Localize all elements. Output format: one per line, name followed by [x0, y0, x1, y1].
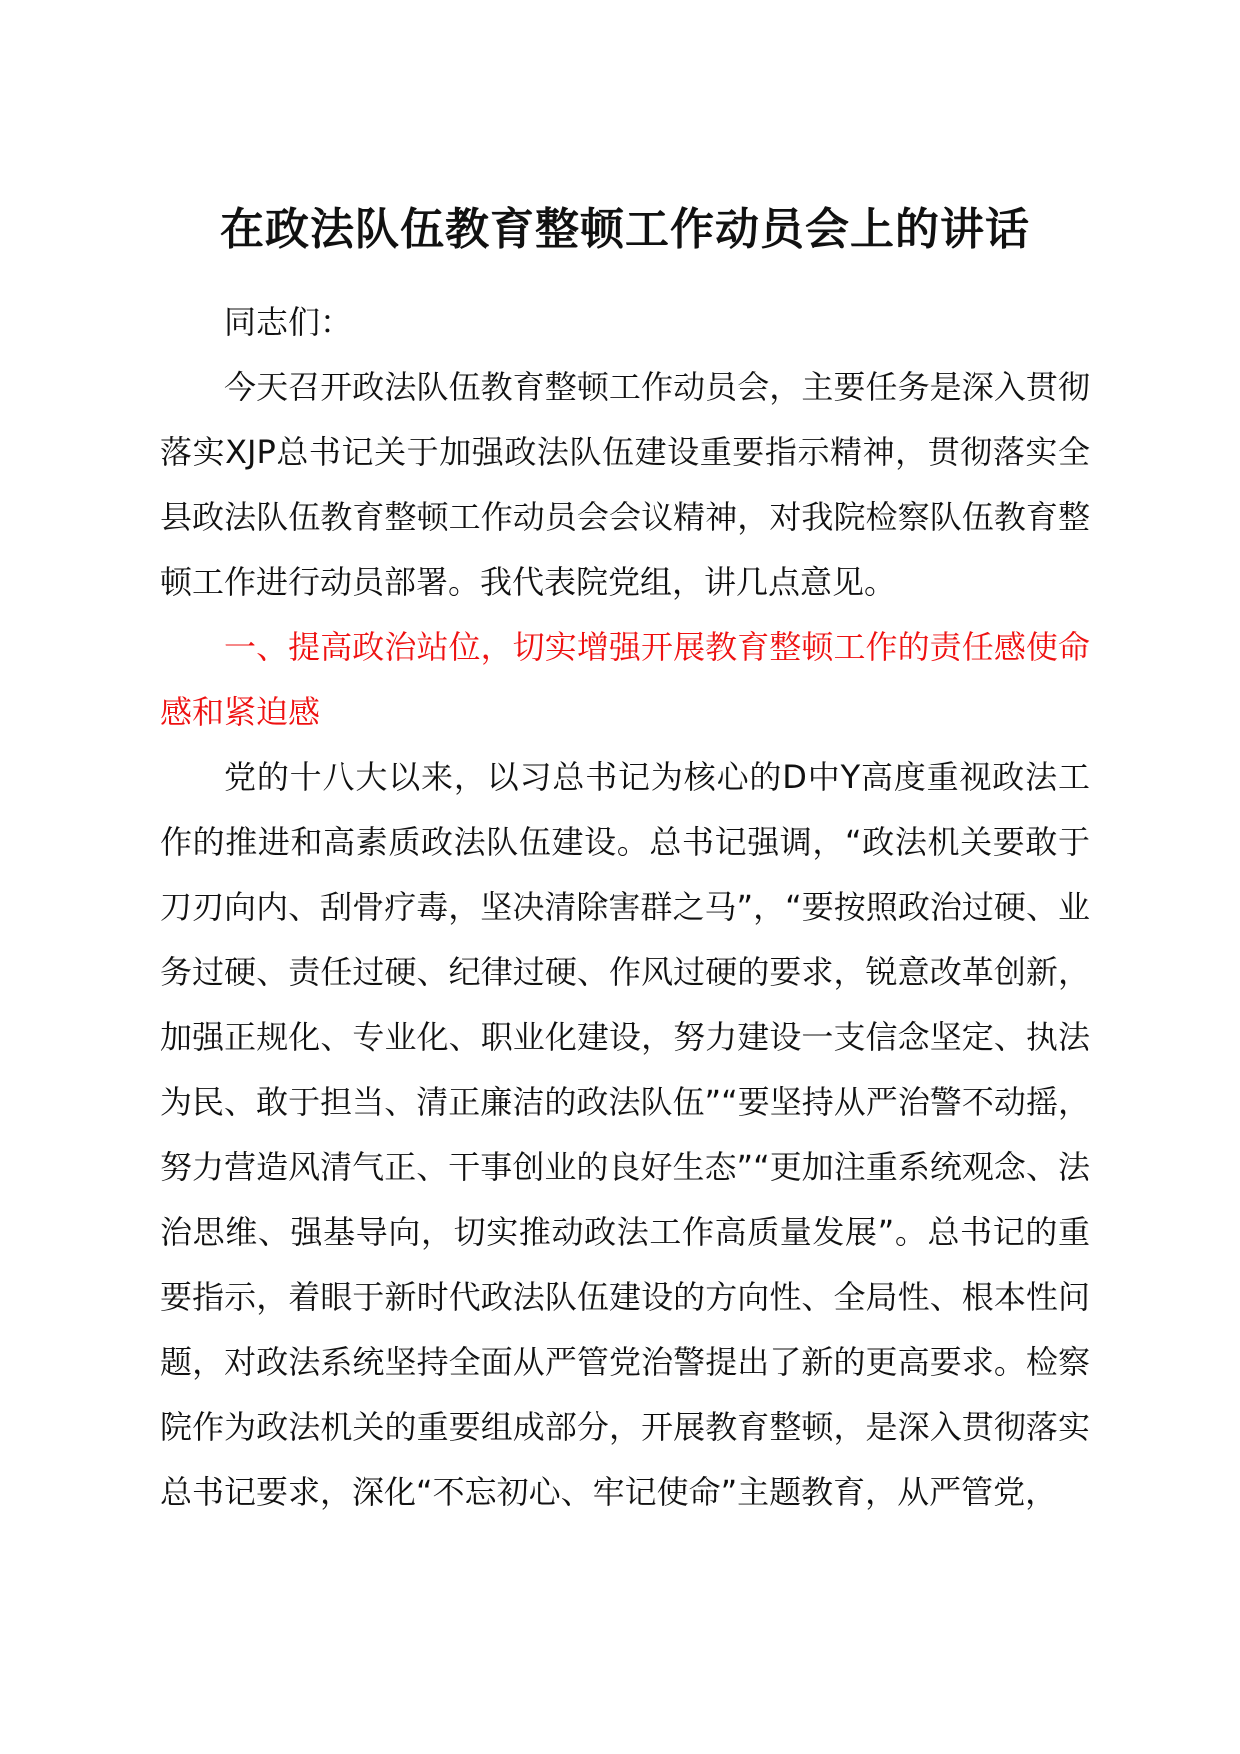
section-heading-1: 一、提高政治站位，切实增强开展教育整顿工作的责任感使命感和紧迫感: [160, 628, 1090, 731]
document-title: 在政法队伍教育整顿工作动员会上的讲话: [220, 204, 1030, 255]
greeting: 同志们：: [224, 303, 353, 341]
document-page: [160, 200, 1090, 1525]
section-body-1: 党的十八大以来，以习总书记为核心的D中Y高度重视政法工作的推进和高素质政法队伍建设。总书记强调，“政法机关要敢于刀刃向内、刮骨疗毒，坚决清除害群之马”，“要按照政治过硬、业务过硬、责任过硬、纪律过硬、作风过硬的要求，锐意改革创新，加强正规化、专业化、职业化建设，努力建设一支信念坚定、执法为民、敢于担当、清正廉洁的政法队伍”“要坚持从严治警不动摇，努力营造风清气正、干事创业的良好生态”“更加注重系统观念、法治思维、强基导向，切实推动政法工作高质量发展”。总书记的重要指示，着眼于新时代政法队伍建设的方向性、全局性、根本性问题，对政法系统坚持全面从严管党治警提出了新的更高要求。检察院作为政法机关的重要组成部分，开展教育整顿，是深入贯彻落实总书记要求，深化“不忘初心、牢记使命”主题教育，从严管党，: [160, 758, 1090, 1511]
paragraph-intro: 今天召开政法队伍教育整顿工作动员会，主要任务是深入贯彻落实XJP总书记关于加强政法队伍建设重要指示精神，贯彻落实全县政法队伍教育整顿工作动员会会议精神，对我院检察队伍教育整顿工作进行动员部署。我代表院党组，讲几点意见。: [160, 368, 1090, 601]
